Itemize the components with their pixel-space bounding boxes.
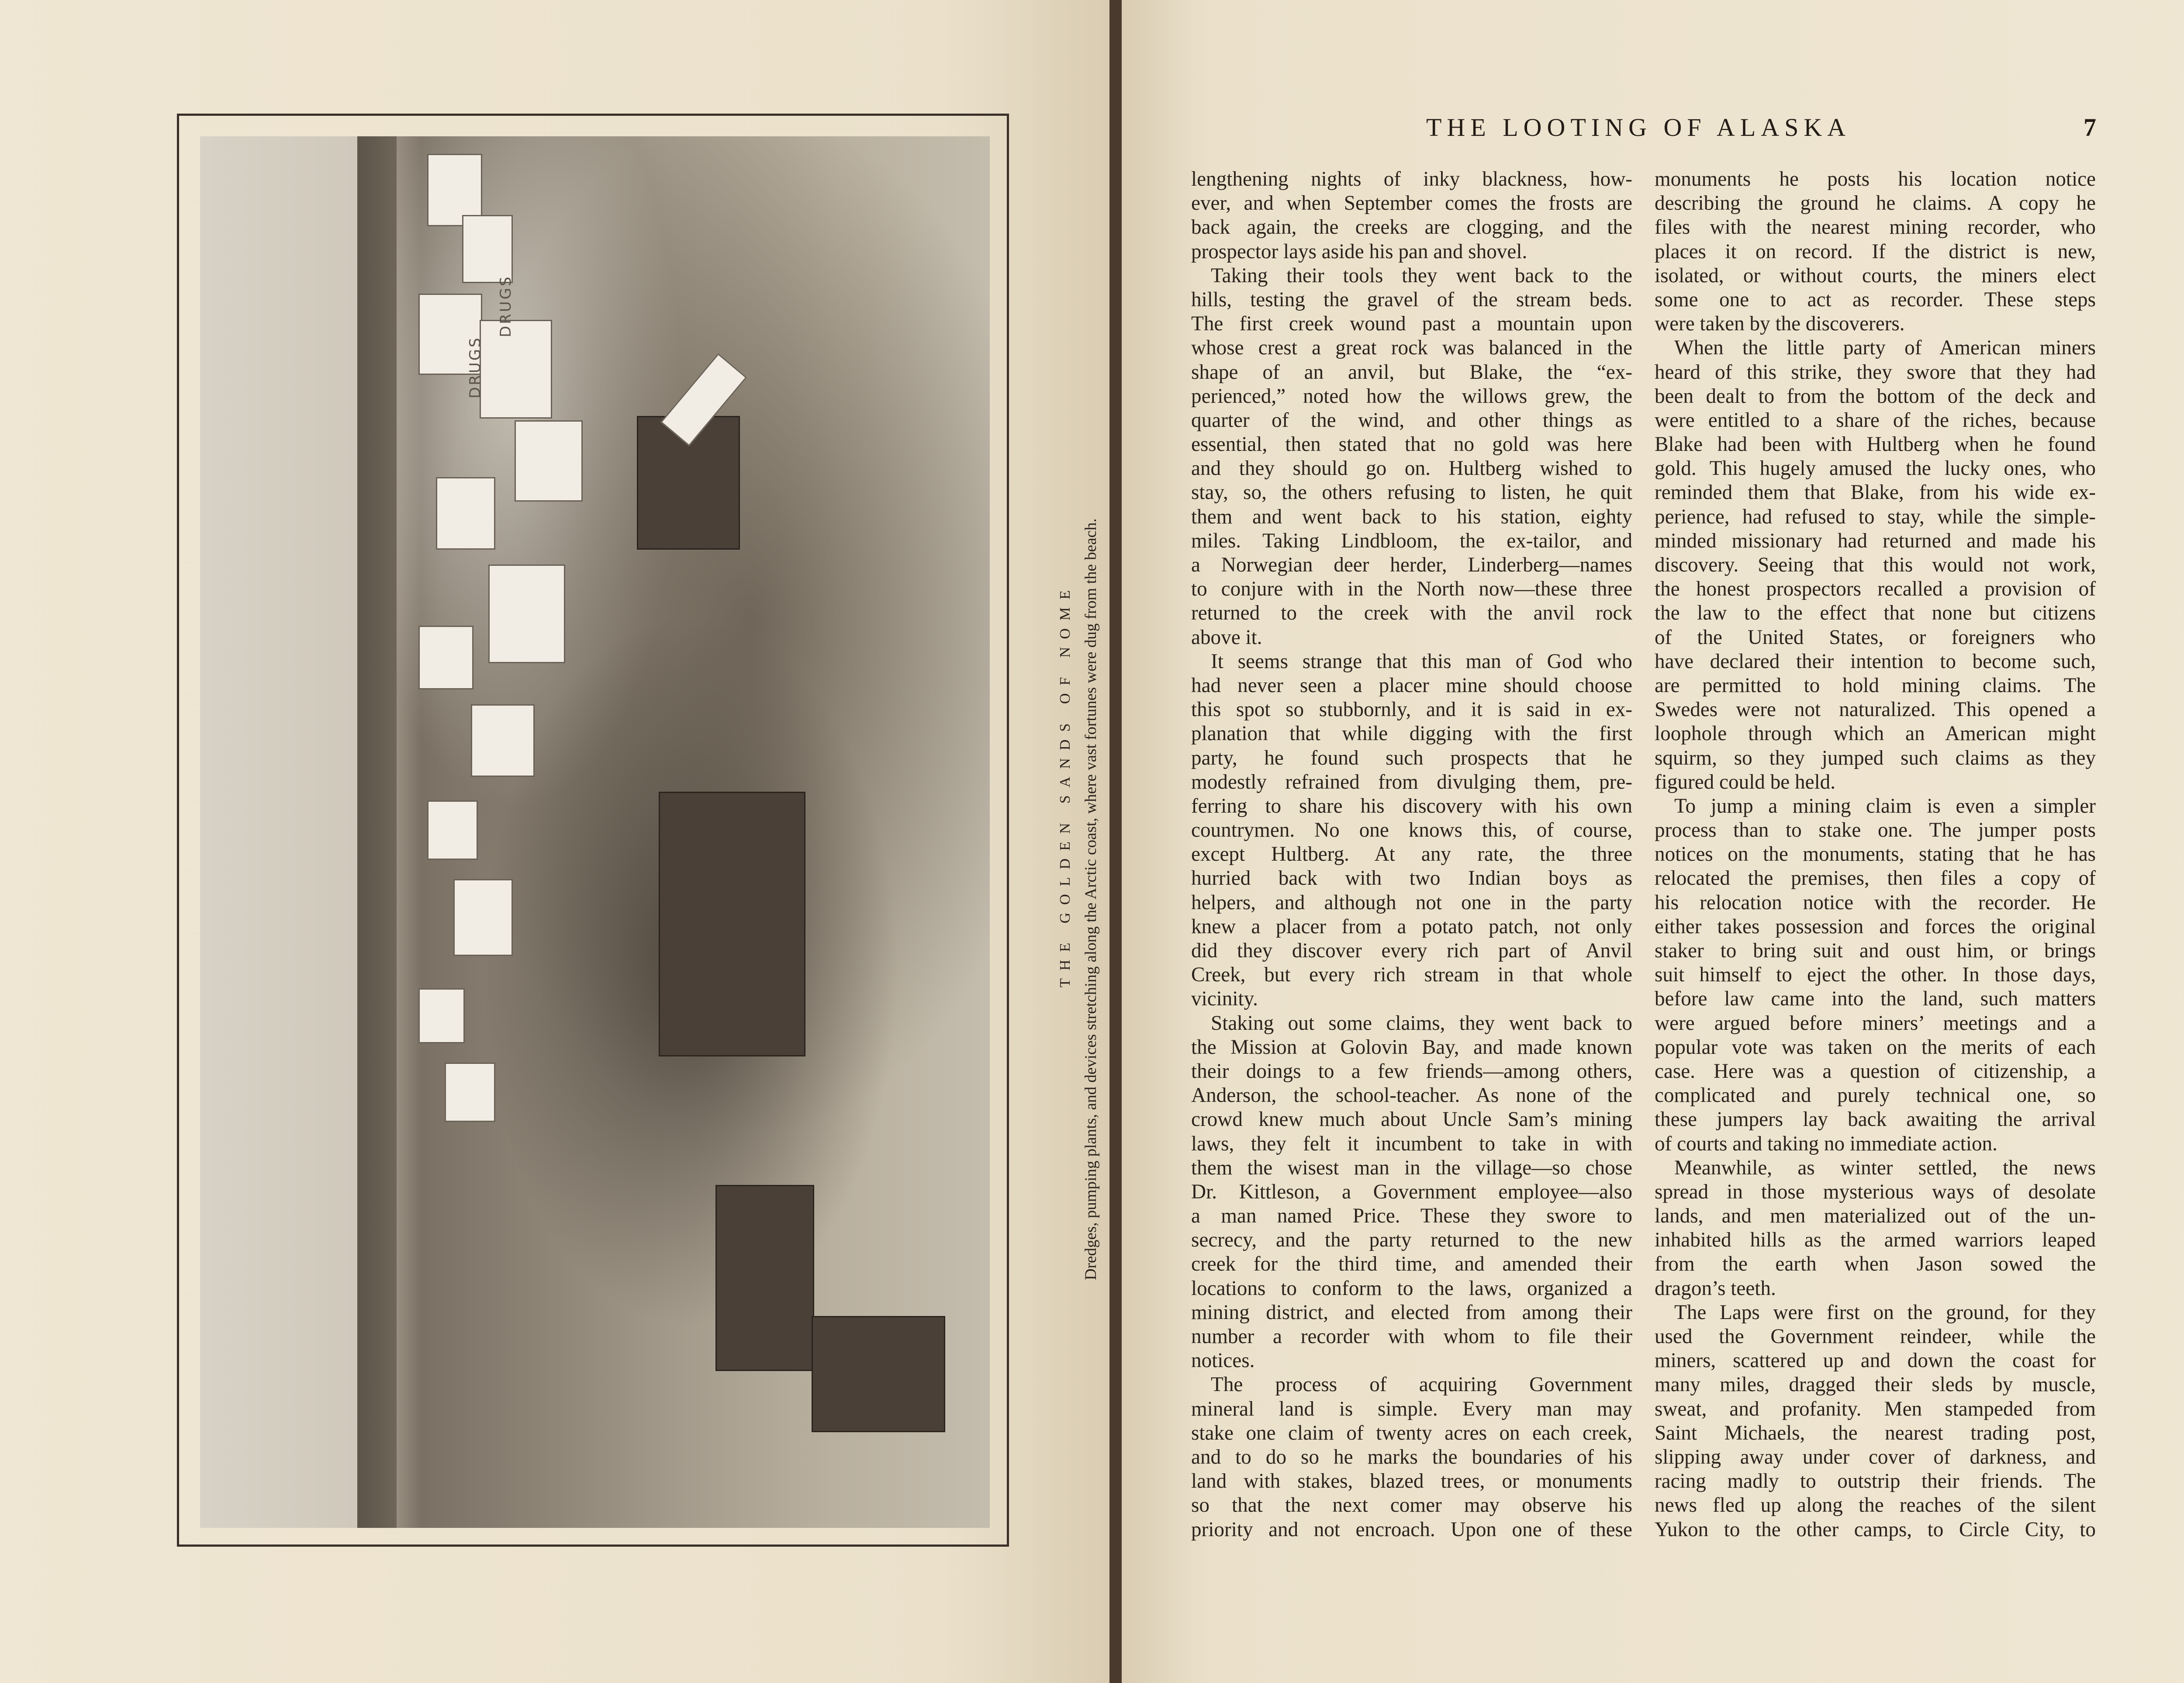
text-line: staker to bring suit and oust him, or brings	[1655, 939, 2096, 962]
text-line: these jumpers lay back awaiting the arrival	[1655, 1108, 2096, 1131]
text-line: mineral land is simple. Every man may	[1191, 1397, 1632, 1420]
text-line: Staking out some claims, they went back to	[1211, 1011, 1632, 1035]
plate-title: THE GOLDEN SANDS OF NOME	[1057, 582, 1073, 987]
text-line: helpers, and although not one in the party	[1191, 891, 1632, 914]
photo-tent	[445, 1063, 495, 1122]
text-line: number a recorder with whom to file their	[1191, 1325, 1632, 1348]
text-line: Creek, but every rich stream in that whole	[1191, 963, 1632, 987]
text-line: The first creek wound past a mountain upon	[1191, 312, 1632, 336]
text-line: places it on record. If the district is new,	[1655, 240, 2096, 263]
text-line: knew a placer from a potato patch, not only	[1191, 915, 1632, 938]
text-line: monuments he posts his location notice	[1655, 168, 2096, 190]
photo-dredge	[812, 1316, 945, 1432]
photo-tent	[471, 704, 535, 777]
text-line: been dealt to from the bottom of the deck and	[1655, 384, 2096, 408]
text-line: creek for the third time, and amended their	[1191, 1253, 1632, 1276]
text-line: describing the ground he claims. A copy he	[1655, 192, 2096, 215]
text-line: crowd knew much about Uncle Sam’s mining	[1191, 1108, 1632, 1131]
photo-tent	[427, 800, 478, 860]
text-line: to conjure with in the North now—these three	[1191, 578, 1632, 601]
text-line: stake one claim of twenty acres on each creek,	[1191, 1421, 1632, 1444]
text-line: Blake had been with Hultberg when he found	[1655, 433, 2096, 456]
text-line: shape of an anvil, but Blake, the “ex-	[1191, 360, 1632, 384]
text-line: gold. This hugely amused the lucky ones, who	[1655, 457, 2096, 480]
text-line: returned to the creek with the anvil rock	[1191, 602, 1632, 625]
text-line: slipping away under cover of darkness, and	[1655, 1445, 2096, 1468]
text-line: laws, they felt it incumbent to take in with	[1191, 1132, 1632, 1155]
text-line: news fled up along the reaches of the silent	[1655, 1494, 2096, 1517]
text-line: before law came into the land, such matters	[1655, 987, 2096, 1011]
text-line: and they should go on. Hultberg wished to	[1191, 457, 1632, 480]
photo-tent	[453, 879, 513, 956]
photo-tent	[436, 477, 495, 550]
text-line: are permitted to hold mining claims. The	[1655, 674, 2096, 697]
text-line: them and went back to his station, eighty	[1191, 505, 1632, 528]
text-line: their doings to a few friends—among others,	[1191, 1060, 1632, 1083]
text-line: Anderson, the school-teacher. As none of the	[1191, 1084, 1632, 1107]
text-line: squirm, so they jumped such claims as they	[1655, 746, 2096, 769]
text-line: the Mission at Golovin Bay, and made known	[1191, 1035, 1632, 1059]
text-line: countrymen. No one knows this, of course,	[1191, 819, 1632, 842]
page-number: 7	[2084, 113, 2096, 142]
photo-sign-drugs: DRUGS	[497, 275, 515, 337]
text-line: popular vote was taken on the merits of each	[1655, 1035, 2096, 1059]
text-line: dragon’s teeth.	[1655, 1277, 1776, 1300]
text-line: his relocation notice with the recorder. He	[1655, 891, 2096, 914]
text-line: It seems strange that this man of God who	[1211, 650, 1632, 673]
text-line: planation that while digging with the first	[1191, 722, 1632, 745]
text-line: minded missionary had returned and made his	[1655, 529, 2096, 552]
text-line: back again, the creeks are clogging, and the	[1191, 216, 1632, 239]
text-line: discovery. Seeing that this would not work,	[1655, 554, 2096, 576]
text-line: party, he found such prospects that he	[1191, 746, 1632, 769]
text-line: inhabited hills as the armed warriors leaped	[1655, 1229, 2096, 1252]
text-line: priority and not encroach. Upon one of these	[1191, 1518, 1632, 1541]
text-line: To jump a mining claim is even a simpler	[1674, 794, 2096, 817]
photo-tent	[515, 420, 583, 502]
text-line: modestly refrained from divulging them, pre-	[1191, 770, 1632, 793]
photo-sky	[200, 136, 357, 1528]
text-line: have declared their intention to become such,	[1655, 650, 2096, 673]
text-line: essential, then stated that no gold was here	[1191, 433, 1632, 456]
photo-sign-drugs: DRUGS	[467, 336, 484, 398]
plate-photograph	[200, 136, 990, 1528]
text-line: above it.	[1191, 626, 1262, 649]
text-line: perienced,” noted how the willows grew, the	[1191, 384, 1632, 408]
text-line: many miles, dragged their sleds by muscle,	[1655, 1373, 2096, 1396]
text-line: ever, and when September comes the frosts are	[1191, 192, 1632, 215]
text-line: lands, and men materialized out of the un-	[1655, 1205, 2096, 1228]
text-line: Dr. Kittleson, a Government employee—also	[1191, 1180, 1632, 1203]
photo-dredge	[715, 1185, 814, 1371]
text-line: Yukon to the other camps, to Circle City, to	[1655, 1518, 2096, 1541]
text-line: reminded them that Blake, from his wide ex-	[1655, 481, 2096, 504]
text-line: the honest prospectors recalled a provision of	[1655, 578, 2096, 601]
text-line: a man named Price. These they swore to	[1191, 1205, 1632, 1228]
text-line: vicinity.	[1191, 987, 1258, 1011]
text-line: sweat, and profanity. Men stampeded from	[1655, 1397, 2096, 1420]
text-line: case. Here was a question of citizenship, a	[1655, 1060, 2096, 1083]
text-line: were entitled to a share of the riches, because	[1655, 409, 2096, 432]
text-line: Saint Michaels, the nearest trading post,	[1655, 1421, 2096, 1444]
text-line: secrecy, and the party returned to the new	[1191, 1229, 1632, 1252]
text-line: locations to conform to the laws, organized a	[1191, 1277, 1632, 1300]
text-line: stay, so, the others refusing to listen, he quit	[1191, 481, 1632, 504]
photo-tent	[418, 626, 473, 689]
text-column-right	[1655, 167, 2096, 1542]
text-line: had never seen a placer mine should choose	[1191, 674, 1632, 697]
text-line: either takes possession and forces the original	[1655, 915, 2096, 938]
text-line: a Norwegian deer herder, Linderberg—names	[1191, 554, 1632, 576]
text-line: relocated the premises, then files a copy of	[1655, 867, 2096, 890]
text-line: the law to the effect that none but citizens	[1655, 602, 2096, 625]
photo-tent	[488, 564, 565, 663]
text-line: notices.	[1191, 1349, 1255, 1372]
text-line: used the Government reindeer, while the	[1655, 1325, 2096, 1348]
running-head: THE LOOTING OF ALASKA	[1426, 113, 1851, 142]
text-line: them the wisest man in the village—so chose	[1191, 1156, 1632, 1179]
text-line: land with stakes, blazed trees, or monuments	[1191, 1470, 1632, 1493]
text-line: hurried back with two Indian boys as	[1191, 867, 1632, 890]
text-line: When the little party of American miners	[1674, 336, 2096, 360]
plate-caption: Dredges, pumping plants, and devices stretching along the Arctic coast, where vast fortunes were dug from the beach.	[1082, 518, 1100, 1280]
text-line: Meanwhile, as winter settled, the news	[1674, 1156, 2096, 1179]
text-line: suit himself to eject the other. In those days,	[1655, 963, 2096, 987]
text-line: process than to stake one. The jumper posts	[1655, 819, 2096, 842]
text-line: files with the nearest mining recorder, who	[1655, 216, 2096, 239]
text-line: miles. Taking Lindbloom, the ex-tailor, and	[1191, 529, 1632, 552]
text-line: whose crest a great rock was balanced in the	[1191, 336, 1632, 360]
text-line: did they discover every rich part of Anvil	[1191, 939, 1632, 962]
text-line: of courts and taking no immediate action.	[1655, 1132, 1997, 1155]
text-line: miners, scattered up and down the coast for	[1655, 1349, 2096, 1372]
text-line: notices on the monuments, stating that he has	[1655, 843, 2096, 866]
text-line: spread in those mysterious ways of desolate	[1655, 1180, 2096, 1203]
photo-tent	[462, 215, 513, 283]
photo-dredge	[659, 792, 805, 1056]
text-line: figured could be held.	[1655, 770, 1836, 793]
text-line: were argued before miners’ meetings and a	[1655, 1011, 2096, 1035]
text-line: were taken by the discoverers.	[1655, 312, 1905, 336]
text-line: lengthening nights of inky blackness, how-	[1191, 168, 1632, 190]
text-line: loophole through which an American might	[1655, 722, 2096, 745]
photo-tent	[418, 988, 465, 1043]
photo-tent	[480, 320, 552, 419]
text-line: mining district, and elected from among their	[1191, 1301, 1632, 1324]
text-line: racing madly to outstrip their friends. The	[1655, 1470, 2096, 1493]
text-line: The process of acquiring Government	[1211, 1373, 1632, 1396]
text-line: hills, testing the gravel of the stream beds.	[1191, 288, 1632, 311]
text-line: ferring to share his discovery with his own	[1191, 794, 1632, 817]
text-line: prospector lays aside his pan and shovel.	[1191, 240, 1527, 263]
text-line: perience, had refused to stay, while the simple-	[1655, 505, 2096, 528]
text-line: this spot so stubbornly, and it is said in ex-	[1191, 698, 1632, 721]
book-gutter	[1109, 0, 1122, 1683]
text-line: Taking their tools they went back to the	[1211, 264, 1632, 287]
text-line: complicated and purely technical one, so	[1655, 1084, 2096, 1107]
text-line: Swedes were not naturalized. This opened a	[1655, 698, 2096, 721]
text-line: The Laps were first on the ground, for they	[1674, 1301, 2096, 1324]
text-line: except Hultberg. At any rate, the three	[1191, 843, 1632, 866]
text-line: isolated, or without courts, the miners elect	[1655, 264, 2096, 287]
text-line: quarter of the wind, and other things as	[1191, 409, 1632, 432]
text-line: from the earth when Jason sowed the	[1655, 1253, 2096, 1276]
text-column-left	[1191, 167, 1632, 1542]
text-line: and to do so he marks the boundaries of his	[1191, 1445, 1632, 1468]
photo-shoreline	[357, 136, 397, 1528]
text-line: of the United States, or foreigners who	[1655, 626, 2096, 649]
text-line: some one to act as recorder. These steps	[1655, 288, 2096, 311]
text-line: heard of this strike, they swore that they had	[1655, 360, 2096, 384]
text-line: so that the next comer may observe his	[1191, 1494, 1632, 1517]
